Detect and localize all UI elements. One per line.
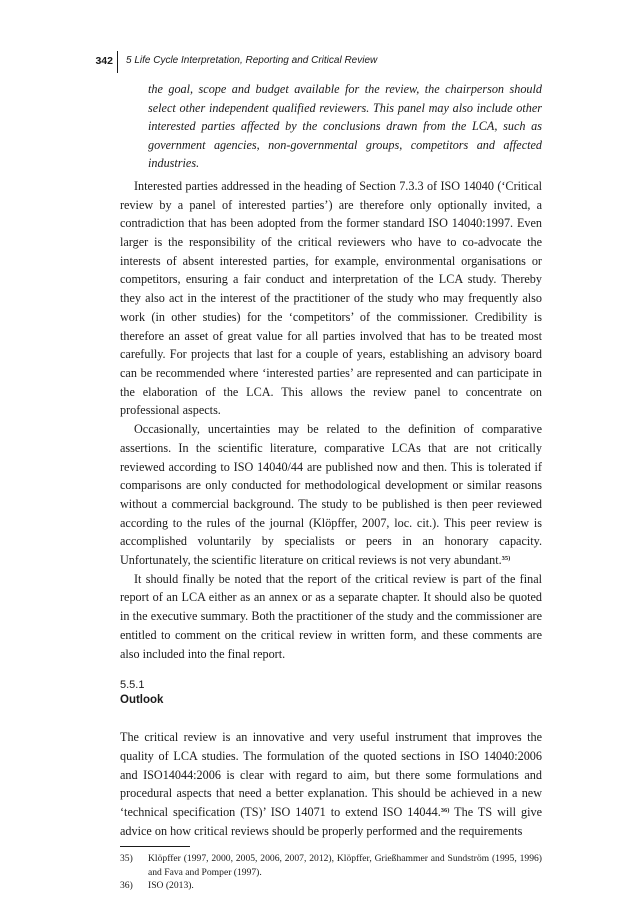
running-header [76, 51, 546, 73]
paragraph-text: The TS will give advice on how critical reviews should be properly performed and the requirements [120, 805, 542, 838]
section-number: 5.5.1 [120, 679, 145, 692]
footnote-number: 35) [120, 853, 133, 865]
paragraph-text: The critical review is an innovative and very useful instrument that improves the quality of LCA studies. The formulation of the quoted sections in ISO 14040:2006 and ISO14044:2006 is clear with regard to aim, but there some formulations and procedural aspects that need a better explanation. This should be achieved in a new ‘technical specification (TS)’ ISO 14071 to extend ISO 14044. [120, 730, 542, 820]
footnote-text: ISO (2013). [148, 880, 194, 892]
page-body [120, 80, 542, 893]
paragraph-text: Occasionally, uncertainties may be related to the definition of comparative assertions. In the scientific literature, comparative LCAs that are not critically reviewed according to ISO 14040/44 are published now and then. This is tolerated if comparisons are only conducted for methodological development or similar reasons without a commercial background. The study to be published is then peer reviewed according to the rules of the journal (Klöpffer, 2007, loc. cit.). This peer review is accomplished voluntarily by specialists or peers in an honorary capacity. Unfortunately, the scientific literature on critical reviews is not very abundant. [120, 422, 542, 568]
paragraph: Interested parties addressed in the heading of Section 7.3.3 of ISO 14040 (‘Critical review by a panel of interested parties’) are therefore only optionally invited, a contradiction that has been adopted from the former standard ISO 14040:1997. Even larger is the responsibility of the critical reviewers who have to co-advocate the interests of absent interested parties, for example, environmental organisations or competitors, ensuring a fair conduct and interpretation of the LCA study. Thereby they also act in the interest of the practitioner of the study who may frequently also work (in other studies) for the ‘competitors’ of the commissioner. Credibility is therefore an asset of great value for all parties involved that has to be treated most carefully. For projects that last for a couple of years, establishing an advisory board can be recommended where ‘interested parties’ are represented and can participate in the elaboration of the LCA. This allows the review panel to concentrate on professional aspects. [120, 178, 542, 418]
footnote-text: Klöpffer (1997, 2000, 2005, 2006, 2007, 2012), Klöpffer, Grießhammer and Sundström (1995, 1996) and Fava and Pomper (1997). [148, 853, 542, 878]
block-quote: the goal, scope and budget available for the review, the chairperson should select other independent qualified reviewers. This panel may also include other interested parties affected by the conclusions drawn from the LCA, such as government agencies, non-governmental groups, competitors and affected industries. [148, 82, 542, 171]
footnote-number: 36) [120, 880, 133, 892]
section-heading: Outlook [120, 694, 164, 707]
paragraph: It should finally be noted that the report of the critical review is part of the final report of an LCA either as an annex or as a separate chapter. It should also be quoted in the executive summary. Both the practitioner of the study and the commissioner are entitled to comment on the critical review in written form, and these comments are also included into the final report. [120, 571, 542, 661]
chapter-title: 5 Life Cycle Interpretation, Reporting and Critical Review [126, 55, 378, 66]
paragraph [120, 728, 542, 840]
header-divider [117, 51, 118, 73]
page-number: 342 [95, 55, 113, 67]
footnote-divider [120, 846, 190, 847]
footnote [120, 879, 542, 893]
footnote [120, 852, 542, 879]
footnote-ref: 36) [440, 807, 450, 815]
footnote-ref: 35) [501, 555, 511, 563]
paragraph [120, 420, 542, 570]
